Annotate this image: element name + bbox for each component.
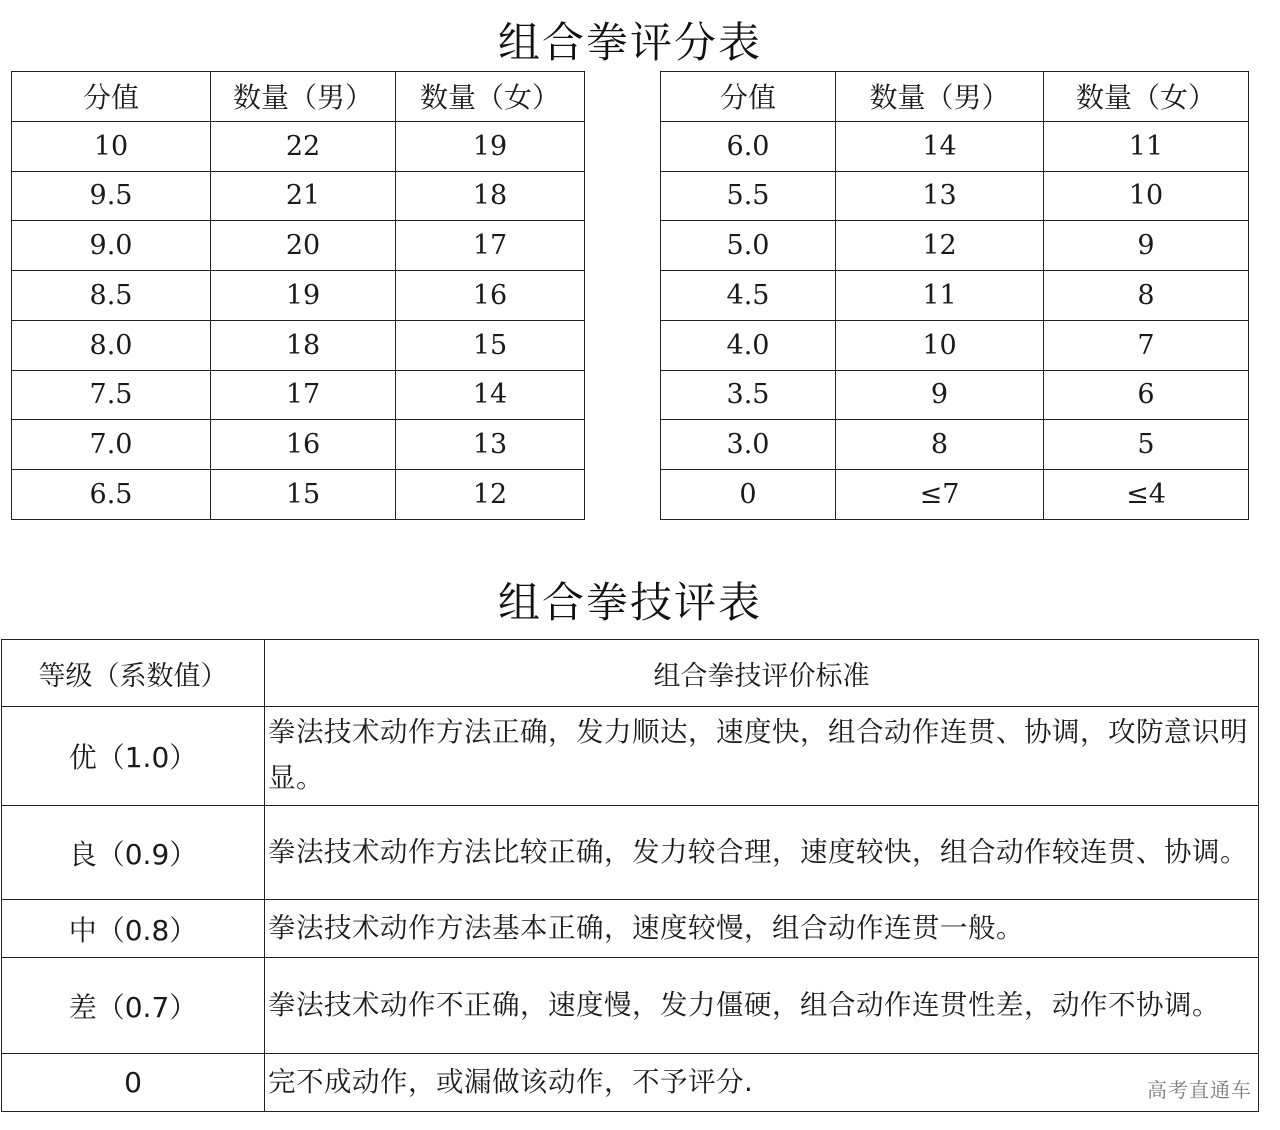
score-cell: 9.5 xyxy=(12,171,211,221)
score-cell: 9.0 xyxy=(12,221,211,271)
criteria-cell: 拳法技术动作方法基本正确，速度较慢，组合动作连贯一般。 xyxy=(265,900,1259,958)
female-count-cell: 9 xyxy=(1044,221,1249,271)
header-grade: 等级（系数值） xyxy=(2,640,265,707)
score-cell: 5.0 xyxy=(661,221,836,271)
male-count-cell: 20 xyxy=(211,221,396,271)
female-count-cell: 11 xyxy=(1044,121,1249,171)
grade-cell: 优（1.0） xyxy=(2,707,265,806)
technique-table xyxy=(1,639,1259,1112)
criteria-cell: 完不成动作，或漏做该动作，不予评分. xyxy=(265,1054,1259,1112)
header-count-female-right: 数量（女） xyxy=(1044,72,1249,122)
header-count-male-right: 数量（男） xyxy=(836,72,1044,122)
male-count-cell: ≤7 xyxy=(836,470,1044,520)
score-cell: 7.0 xyxy=(12,420,211,470)
male-count-cell: 11 xyxy=(836,271,1044,321)
female-count-cell: 19 xyxy=(396,121,585,171)
female-count-cell: 5 xyxy=(1044,420,1249,470)
male-count-cell: 12 xyxy=(836,221,1044,271)
header-score-left: 分值 xyxy=(12,72,211,122)
table-gap xyxy=(585,72,661,520)
grade-cell: 0 xyxy=(2,1054,265,1112)
score-cell: 3.5 xyxy=(661,370,836,420)
female-count-cell: ≤4 xyxy=(1044,470,1249,520)
header-criteria: 组合拳技评价标准 xyxy=(265,640,1259,707)
criteria-cell: 拳法技术动作方法比较正确，发力较合理，速度较快，组合动作较连贯、协调。 xyxy=(265,806,1259,900)
header-count-male-left: 数量（男） xyxy=(211,72,396,122)
criteria-cell: 拳法技术动作方法正确，发力顺达，速度快，组合动作连贯、协调，攻防意识明显。 xyxy=(265,707,1259,806)
male-count-cell: 22 xyxy=(211,121,396,171)
grade-cell: 差（0.7） xyxy=(2,958,265,1054)
male-count-cell: 15 xyxy=(211,470,396,520)
table-row xyxy=(2,900,1259,958)
score-cell: 7.5 xyxy=(12,370,211,420)
score-cell: 8.0 xyxy=(12,320,211,370)
table-row xyxy=(2,1054,1259,1112)
watermark: 高考直通车 xyxy=(1147,1078,1252,1102)
male-count-cell: 16 xyxy=(211,420,396,470)
female-count-cell: 13 xyxy=(396,420,585,470)
score-cell: 3.0 xyxy=(661,420,836,470)
male-count-cell: 13 xyxy=(836,171,1044,221)
female-count-cell: 14 xyxy=(396,370,585,420)
score-cell: 5.5 xyxy=(661,171,836,221)
female-count-cell: 7 xyxy=(1044,320,1249,370)
female-count-cell: 6 xyxy=(1044,370,1249,420)
male-count-cell: 9 xyxy=(836,370,1044,420)
table-row xyxy=(2,707,1259,806)
table-row xyxy=(2,958,1259,1054)
score-cell: 0 xyxy=(661,470,836,520)
male-count-cell: 18 xyxy=(211,320,396,370)
female-count-cell: 10 xyxy=(1044,171,1249,221)
male-count-cell: 14 xyxy=(836,121,1044,171)
male-count-cell: 8 xyxy=(836,420,1044,470)
criteria-cell: 拳法技术动作不正确，速度慢，发力僵硬，组合动作连贯性差，动作不协调。 xyxy=(265,958,1259,1054)
female-count-cell: 12 xyxy=(396,470,585,520)
male-count-cell: 17 xyxy=(211,370,396,420)
male-count-cell: 21 xyxy=(211,171,396,221)
score-cell: 6.0 xyxy=(661,121,836,171)
female-count-cell: 17 xyxy=(396,221,585,271)
grade-cell: 良（0.9） xyxy=(2,806,265,900)
header-count-female-left: 数量（女） xyxy=(396,72,585,122)
female-count-cell: 16 xyxy=(396,271,585,321)
male-count-cell: 19 xyxy=(211,271,396,321)
score-table xyxy=(11,71,1249,520)
score-cell: 8.5 xyxy=(12,271,211,321)
score-table-title: 组合拳评分表 xyxy=(497,18,762,67)
score-cell: 6.5 xyxy=(12,470,211,520)
technique-header-row xyxy=(2,640,1259,707)
score-cell: 4.0 xyxy=(661,320,836,370)
score-header-row xyxy=(12,72,1249,122)
female-count-cell: 15 xyxy=(396,320,585,370)
female-count-cell: 8 xyxy=(1044,271,1249,321)
table-row xyxy=(2,806,1259,900)
header-score-right: 分值 xyxy=(661,72,836,122)
male-count-cell: 10 xyxy=(836,320,1044,370)
technique-table-title: 组合拳技评表 xyxy=(497,578,762,627)
female-count-cell: 18 xyxy=(396,171,585,221)
grade-cell: 中（0.8） xyxy=(2,900,265,958)
score-cell: 10 xyxy=(12,121,211,171)
score-cell: 4.5 xyxy=(661,271,836,321)
